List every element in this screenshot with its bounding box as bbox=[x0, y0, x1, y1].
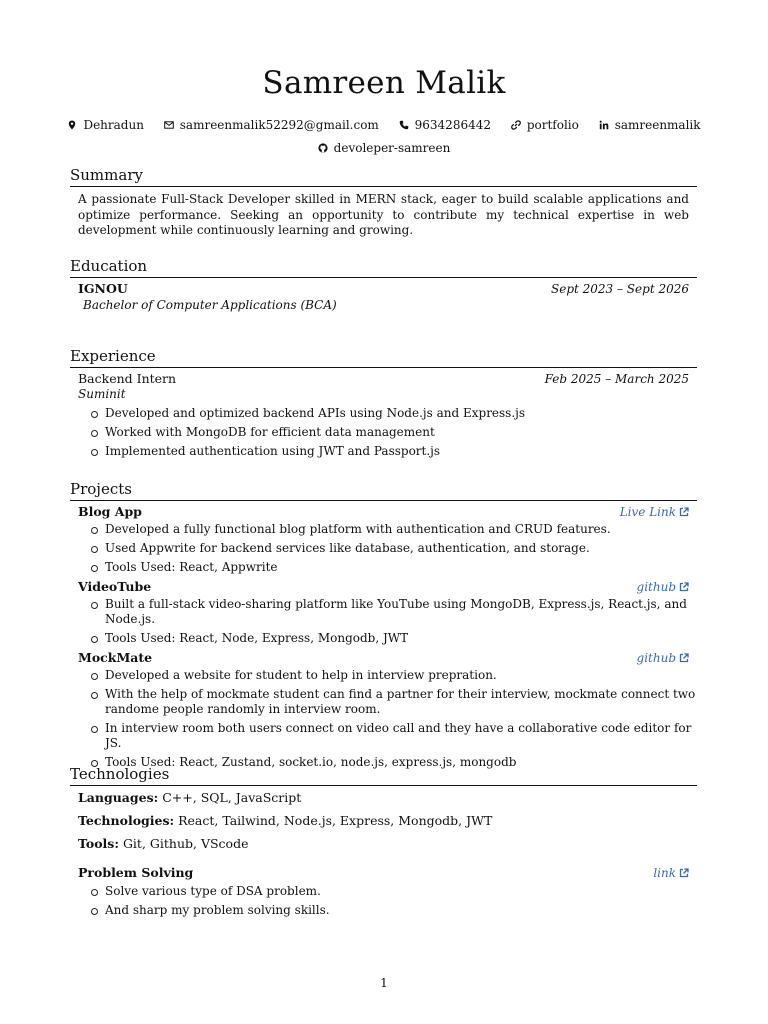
contact-portfolio-text[interactable]: portfolio bbox=[526, 118, 579, 132]
tech-languages-label: Languages: bbox=[78, 790, 159, 805]
contact-line-1 bbox=[0, 117, 768, 133]
tech-technologies-label: Technologies: bbox=[78, 813, 175, 828]
external-link-icon bbox=[679, 653, 689, 663]
external-link-icon bbox=[679, 582, 689, 592]
education-degree: Bachelor of Computer Applications (BCA) bbox=[83, 298, 337, 312]
list-item: Worked with MongoDB for efficient data management bbox=[90, 425, 697, 440]
list-item: Used Appwrite for backend services like database, authentication, and storage. bbox=[90, 541, 697, 556]
projects-section bbox=[70, 480, 697, 774]
tech-technologies bbox=[70, 813, 697, 829]
summary-text: A passionate Full-Stack Developer skilled in MERN stack, eager to build scalable applications and optimize performance. Seeking an opportunity to contribute my technical expertise in web development while continuously learning and growing. bbox=[78, 192, 689, 237]
problem-solving-link-text[interactable]: link bbox=[653, 866, 676, 880]
education-school: IGNOU bbox=[78, 281, 128, 296]
project-mockmate-link-text[interactable]: github bbox=[636, 651, 676, 665]
contact-location-text: Dehradun bbox=[83, 118, 144, 132]
list-item: Tools Used: React, Zustand, socket.io, node.js, express.js, mongodb bbox=[90, 755, 697, 770]
project-mockmate-bullets bbox=[70, 668, 697, 770]
tech-tools bbox=[70, 836, 697, 852]
external-link-icon bbox=[679, 868, 689, 878]
list-item: In interview room both users connect on video call and they have a collaborative code editor for JS. bbox=[90, 721, 697, 751]
contact-github[interactable] bbox=[318, 140, 451, 156]
experience-role: Backend Intern bbox=[78, 371, 177, 386]
tech-tools-label: Tools: bbox=[78, 836, 119, 851]
project-videotube-link-text[interactable]: github bbox=[636, 580, 676, 594]
tech-languages-value: C++, SQL, JavaScript bbox=[162, 790, 302, 805]
problem-solving-row bbox=[70, 865, 697, 881]
list-item: Developed a website for student to help in interview prepration. bbox=[90, 668, 697, 683]
technologies-heading: Technologies bbox=[70, 765, 697, 786]
list-item: Solve various type of DSA problem. bbox=[90, 884, 697, 899]
contact-line-2 bbox=[0, 140, 768, 156]
project-videotube-name: VideoTube bbox=[78, 579, 152, 594]
location-icon bbox=[67, 120, 77, 130]
contact-linkedin[interactable] bbox=[599, 117, 701, 133]
list-item: Implemented authentication using JWT and Passport.js bbox=[90, 444, 697, 459]
list-item: Built a full-stack video-sharing platform like YouTube using MongoDB, Express.js, React.js, and Node.js. bbox=[90, 597, 697, 627]
projects-heading: Projects bbox=[70, 480, 697, 501]
project-blog-link-text[interactable]: Live Link bbox=[619, 505, 676, 519]
external-link-icon bbox=[679, 507, 689, 517]
education-section bbox=[70, 257, 697, 313]
list-item: Tools Used: React, Node, Express, Mongodb, JWT bbox=[90, 631, 697, 646]
linkedin-icon bbox=[599, 120, 609, 130]
project-videotube-link[interactable] bbox=[637, 579, 689, 595]
contact-portfolio[interactable] bbox=[511, 117, 579, 133]
project-blog-row bbox=[70, 504, 697, 520]
project-mockmate-name: MockMate bbox=[78, 650, 153, 665]
project-blog-bullets bbox=[70, 522, 697, 575]
list-item: With the help of mockmate student can find a partner for their interview, mockmate connect two randome people randomly in interview room. bbox=[90, 687, 697, 717]
project-blog-link[interactable] bbox=[620, 504, 689, 520]
contact-linkedin-text[interactable]: samreenmalik bbox=[614, 118, 701, 132]
education-row bbox=[70, 281, 697, 297]
education-dates: Sept 2023 – Sept 2026 bbox=[551, 282, 689, 296]
tech-technologies-value: React, Tailwind, Node.js, Express, Mongodb, JWT bbox=[178, 813, 493, 828]
list-item: And sharp my problem solving skills. bbox=[90, 903, 697, 918]
summary-section bbox=[70, 166, 697, 239]
project-blog-name: Blog App bbox=[78, 504, 142, 519]
experience-row bbox=[70, 371, 697, 387]
contact-email[interactable] bbox=[164, 117, 379, 133]
list-item: Tools Used: React, Appwrite bbox=[90, 560, 697, 575]
summary-heading: Summary bbox=[70, 166, 697, 187]
technologies-section bbox=[70, 765, 697, 922]
link-icon bbox=[511, 120, 521, 130]
candidate-name: Samreen Malik bbox=[262, 65, 506, 101]
page-number: 1 bbox=[380, 976, 388, 990]
problem-solving-name: Problem Solving bbox=[78, 865, 194, 880]
contact-phone-text[interactable]: 9634286442 bbox=[414, 118, 491, 132]
contact-location bbox=[67, 117, 143, 133]
experience-bullets bbox=[70, 406, 697, 459]
contact-email-text[interactable]: samreenmalik52292@gmail.com bbox=[179, 118, 379, 132]
tech-tools-value: Git, Github, VScode bbox=[122, 836, 249, 851]
problem-solving-link[interactable] bbox=[653, 865, 689, 881]
project-mockmate-row bbox=[70, 650, 697, 666]
contact-github-text[interactable]: devoleper-samreen bbox=[333, 141, 451, 155]
github-icon bbox=[318, 143, 328, 153]
project-videotube-bullets bbox=[70, 597, 697, 646]
experience-company: Suminit bbox=[78, 387, 126, 401]
list-item: Developed and optimized backend APIs using Node.js and Express.js bbox=[90, 406, 697, 421]
tech-languages bbox=[70, 790, 697, 806]
experience-section bbox=[70, 347, 697, 463]
project-mockmate-link[interactable] bbox=[637, 650, 689, 666]
contact-phone[interactable] bbox=[399, 117, 491, 133]
list-item: Developed a fully functional blog platform with authentication and CRUD features. bbox=[90, 522, 697, 537]
phone-icon bbox=[399, 120, 409, 130]
problem-solving-bullets bbox=[70, 884, 697, 918]
experience-dates: Feb 2025 – March 2025 bbox=[544, 372, 689, 386]
experience-heading: Experience bbox=[70, 347, 697, 368]
project-videotube-row bbox=[70, 579, 697, 595]
email-icon bbox=[164, 120, 174, 130]
education-heading: Education bbox=[70, 257, 697, 278]
